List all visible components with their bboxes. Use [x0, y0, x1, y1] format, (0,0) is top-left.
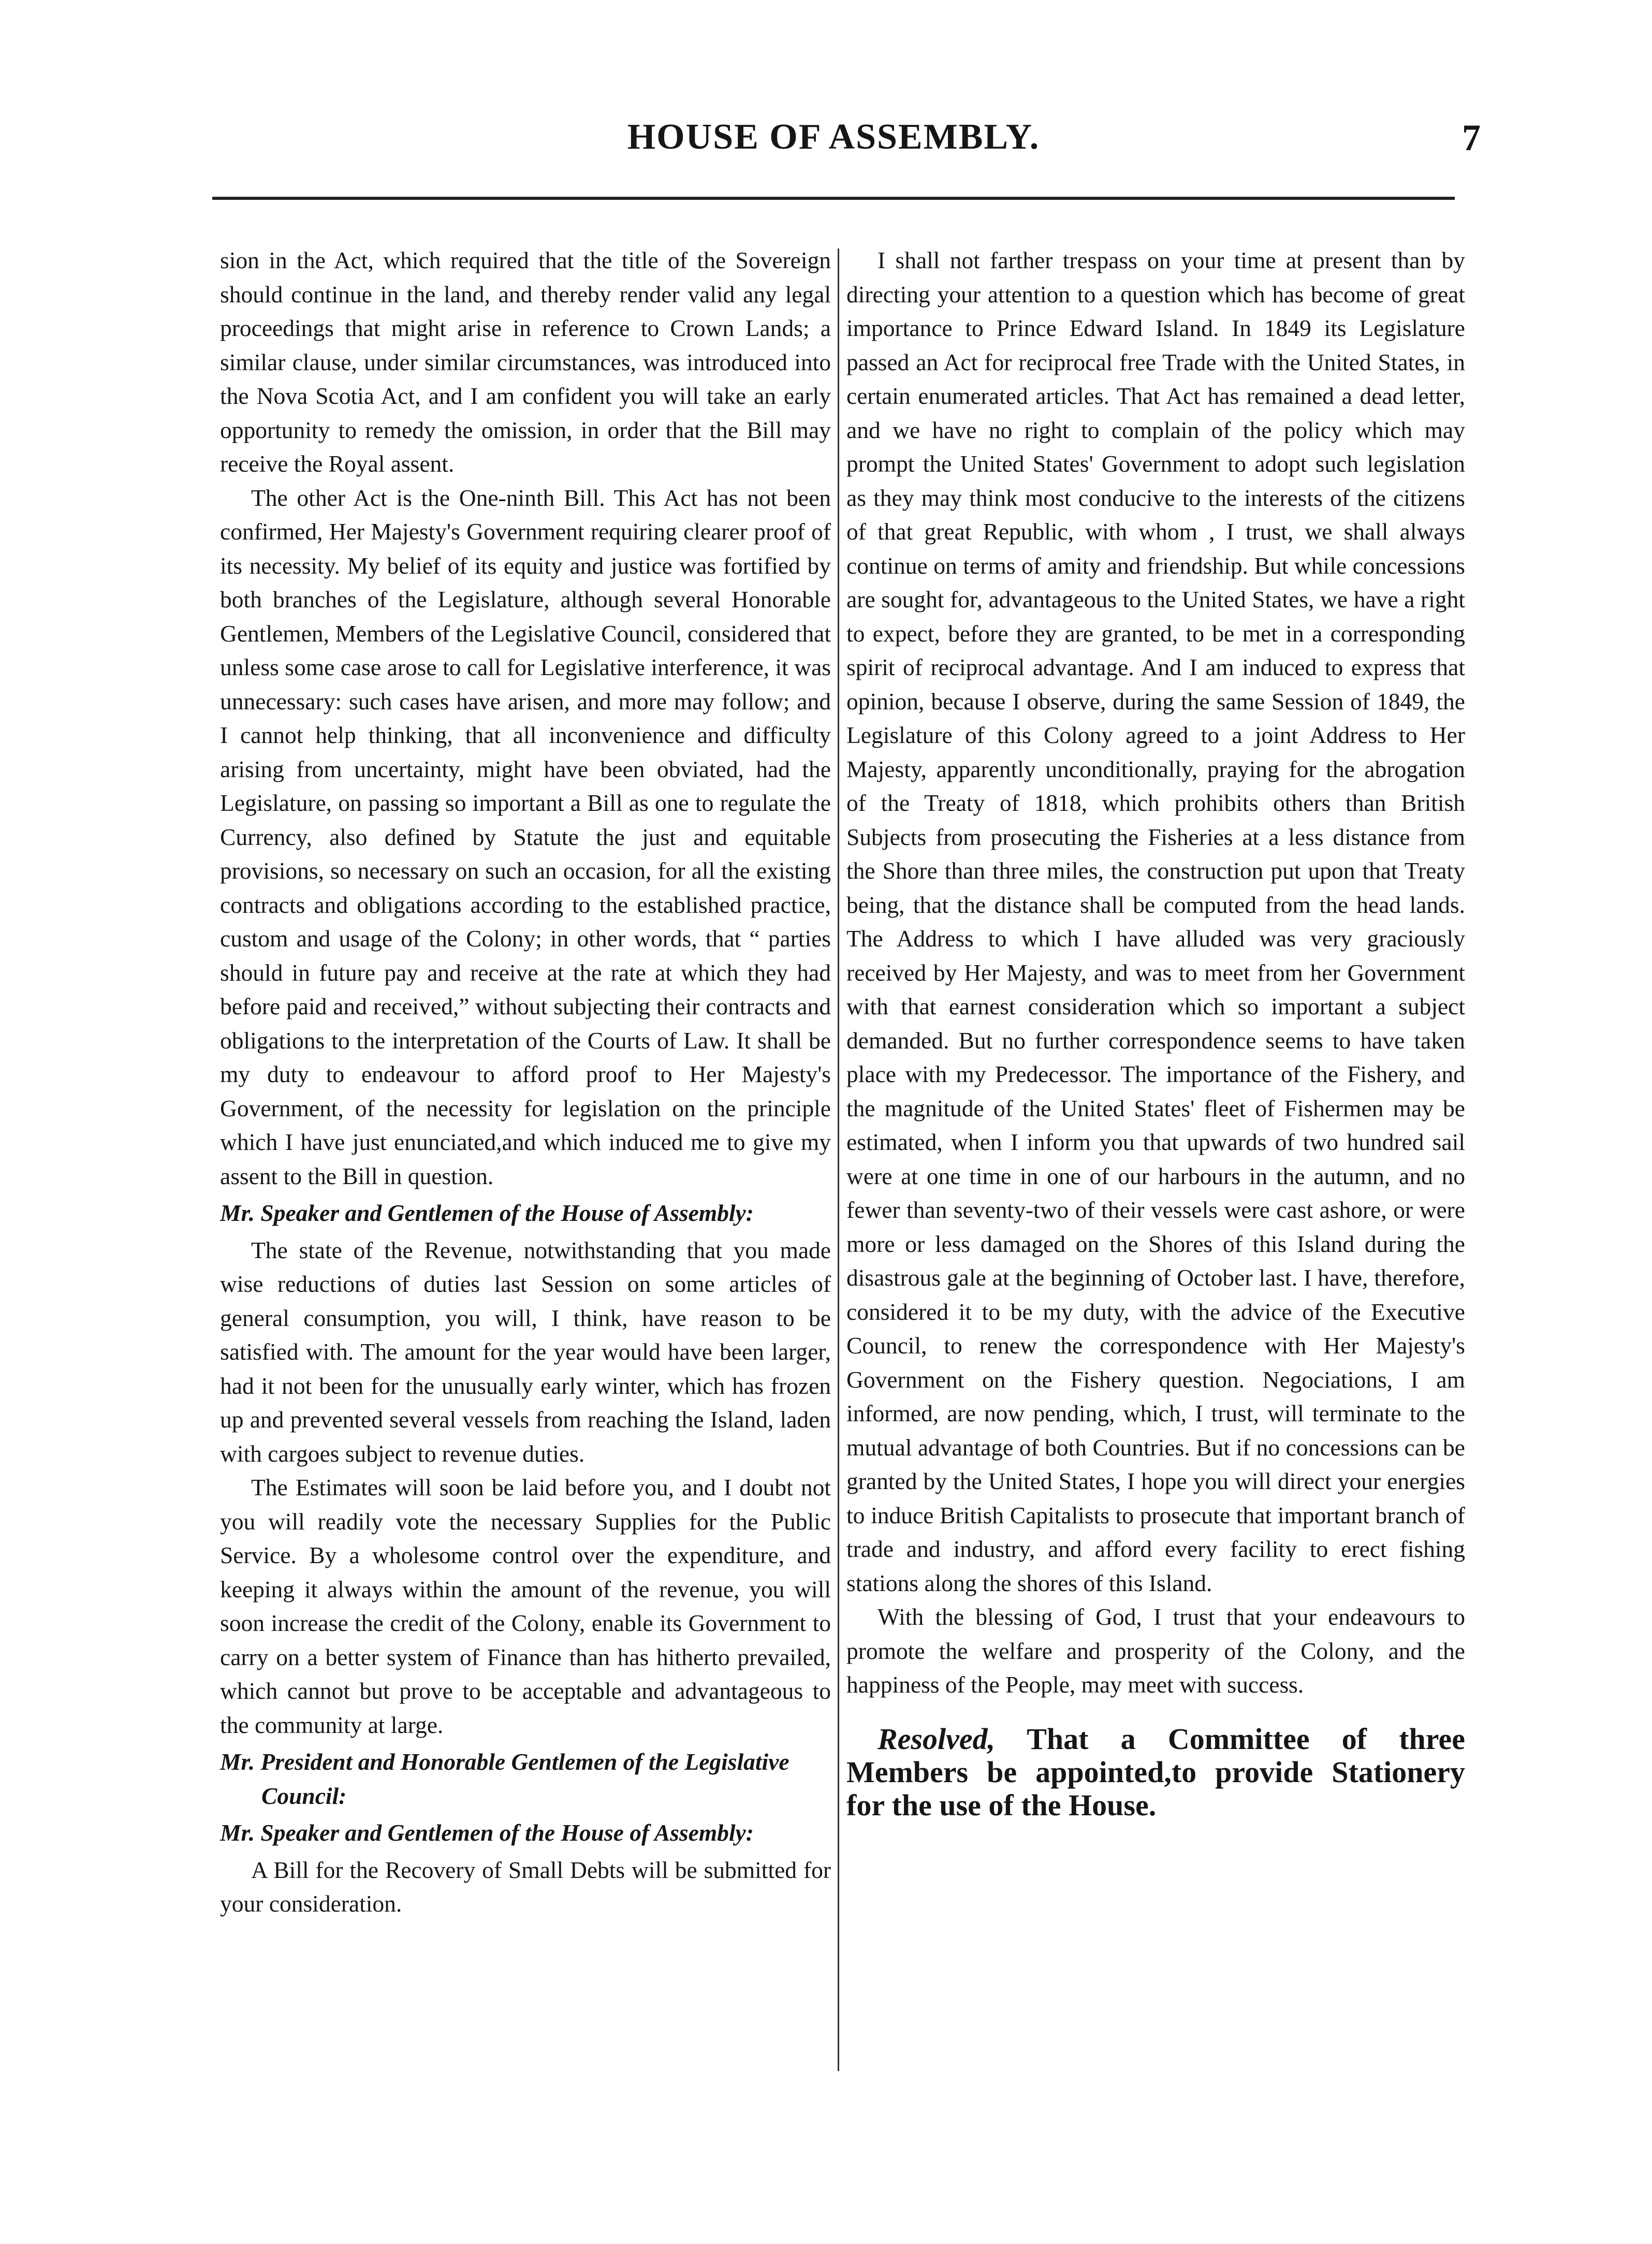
left-column: [220, 243, 831, 1921]
address-heading: Mr. Speaker and Gentlemen of the House of Assembly:: [220, 1200, 754, 1226]
paragraph: The state of the Revenue, notwithstanding that you made wise reductions of duties last Session on some articles of general consumption, you will, I think, have reason to be satisfied with. The amount for the year would have been larger, had it not been for the unusually early winter, which has frozen up and prevented several vessels from reaching the Island, laden with cargoes subject to revenue duties.: [220, 1236, 831, 1467]
paragraph: sion in the Act, which required that the title of the Sovereign should continue in the land, and thereby render valid any legal proceedings that might arise in reference to Crown Lands; a similar clause, under similar circumstances, was introduced into the Nova Scotia Act, and I am confident you will take an early opportunity to remedy the omission, in order that the Bill may receive the Royal assent.: [220, 247, 831, 477]
right-column: [846, 243, 1465, 1822]
address-heading: Mr. Speaker and Gentlemen of the House of Assembly:: [220, 1819, 754, 1846]
address-heading: Mr. President and Honorable Gentlemen of the Legislative Council:: [220, 1748, 790, 1809]
resolution-lead: Resolved,: [878, 1722, 996, 1756]
paragraph: The Estimates will soon be laid before you, and I doubt not you will readily vote the necessary Supplies for the Public Service. By a wholesome control over the expenditure, and keeping it always within the amount of the revenue, you will soon increase the credit of the Colony, enable its Government to carry on a better system of Finance than has hitherto prevailed, which cannot but prove to be acceptable and advantageous to the community at large.: [220, 1474, 831, 1738]
page-title: HOUSE OF ASSEMBLY.: [627, 117, 1040, 157]
paragraph: A Bill for the Recovery of Small Debts will be submitted for your consideration.: [220, 1856, 831, 1917]
paragraph: The other Act is the One-ninth Bill. This Act has not been confirmed, Her Majesty's Government requiring clearer proof of its necessity. My belief of its equity and justice was fortified by both branches of the Legislature, although several Honorable Gentlemen, Members of the Legislative Council, considered that unless some case arose to call for Legislative interference, it was unnecessary: such cases have arisen, and more may follow; and I cannot help thinking, that all inconvenience and difficulty arising from uncertainty, might have been obviated, had the Legislature, on passing so important a Bill as one to regulate the Currency, also defined by Statute the just and equitable provisions, so necessary on such an occasion, for all the existing contracts and obligations according to the established practice, custom and usage of the Colony; in other words, that “ parties should in future pay and receive at the rate at which they had before paid and received,” without subjecting their contracts and obligations to the interpretation of the Courts of Law. It shall be my duty to endeavour to afford proof to Her Majesty's Government, of the necessity for legislation on the principle which I have just enunciated,and which induced me to give my assent to the Bill in question.: [220, 484, 831, 1189]
header-rule: [212, 197, 1455, 200]
resolution-text: That a Committee of three Members be appointed,to provide Stationery for the use of the House.: [846, 1722, 1465, 1822]
paragraph: I shall not farther trespass on your time at present than by directing your attention to a question which has become of great importance to Prince Edward Island. In 1849 its Legislature passed an Act for reciprocal free Trade with the United States, in certain enumerated articles. That Act has remained a dead letter, and we have no right to complain of the policy which may prompt the United States' Government to adopt such legislation as they may think most conducive to the interests of the citizens of that great Republic, with whom , I trust, we shall always continue on terms of amity and friendship. But while concessions are sought for, advantageous to the United States, we have a right to expect, before they are granted, to be met in a corresponding spirit of reciprocal advantage. And I am induced to express that opinion, because I observe, during the same Session of 1849, the Legislature of this Colony agreed to a joint Address to Her Majesty, apparently unconditionally, praying for the abrogation of the Treaty of 1818, which prohibits others than British Subjects from prosecuting the Fisheries at a less distance from the Shore than three miles, the construction put upon that Treaty being, that the distance shall be computed from the head lands. The Address to which I have alluded was very graciously received by Her Majesty, and was to meet from her Government with that earnest consideration which so important a subject demanded. But no further correspondence seems to have taken place with my Predecessor. The importance of the Fishery, and the magnitude of the United States' fleet of Fishermen may be estimated, when I inform you that upwards of two hundred sail were at one time in one of our harbours in the autumn, and no fewer than seventy-two of their vessels were cast ashore, or were more or less damaged on the Shores of this Island during the disastrous gale at the beginning of October last. I have, therefore, considered it to be my duty, with the advice of the Executive Council, to renew the correspondence with Her Majesty's Government on the Fishery question. Negociations, I am informed, are now pending, which, I trust, will terminate to the mutual advantage of both Countries. But if no concessions can be granted by the United States, I hope you will direct your energies to induce British Capitalists to prosecute that important branch of trade and industry, and afford every facility to erect fishing stations along the shores of this Island.: [846, 247, 1465, 1596]
paragraph: With the blessing of God, I trust that your endeavours to promote the welfare and prosperity of the Colony, and the happiness of the People, may meet with success.: [846, 1604, 1465, 1698]
column-divider: [838, 249, 839, 2071]
page-header: [186, 116, 1481, 173]
resolution: [846, 1723, 1465, 1822]
page-number: 7: [1462, 117, 1481, 158]
